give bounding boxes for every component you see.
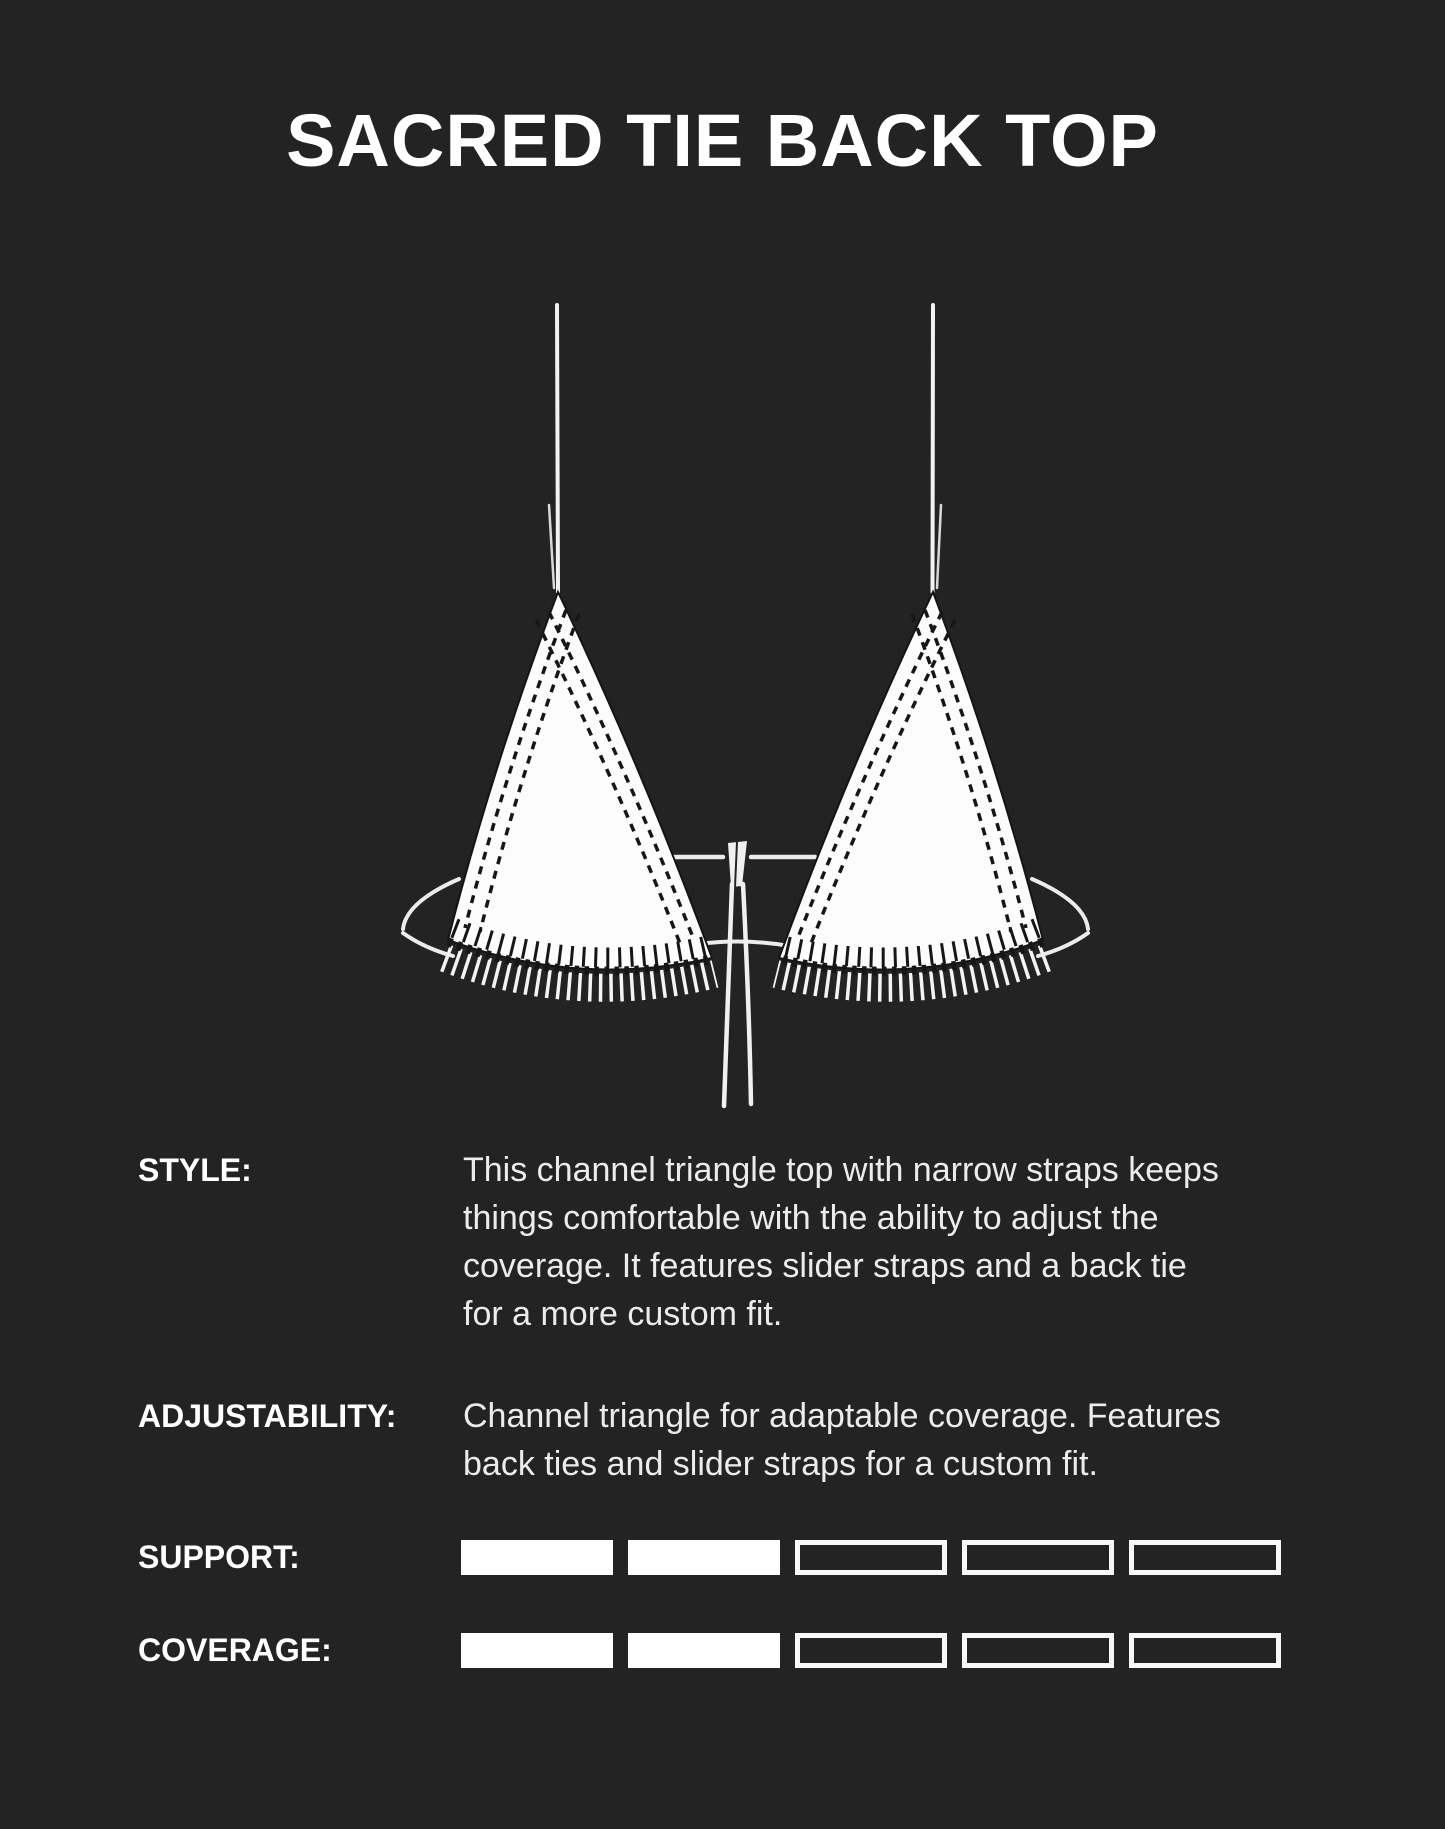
right-cup: [779, 592, 1043, 970]
right-strap-line: [933, 305, 934, 592]
left-cup: [448, 592, 712, 970]
page-title: SACRED TIE BACK TOP: [286, 99, 1159, 182]
rating-bar-filled: [461, 1633, 613, 1668]
adjustability-text: [463, 1392, 1221, 1488]
rating-bar-empty: [962, 1633, 1114, 1668]
text-line: for a more custom fit.: [463, 1295, 783, 1333]
text-line: Channel triangle for adaptable coverage. Features: [463, 1397, 1221, 1435]
left-strap-line: [557, 305, 558, 592]
text-line: back ties and slider straps for a custom fit.: [463, 1445, 1098, 1483]
coverage-rating-bars: [461, 1633, 1281, 1668]
support-rating-bars: [461, 1540, 1281, 1575]
text-line: coverage. It features slider straps and a back tie: [463, 1247, 1187, 1285]
right-band-arc: [1032, 879, 1088, 929]
text-line: things comfortable with the ability to adjust the: [463, 1199, 1159, 1237]
tie-string-right: [743, 884, 751, 1104]
left-band-arc-lower: [403, 933, 453, 956]
rating-bar-filled: [628, 1633, 780, 1668]
coverage-label: COVERAGE:: [138, 1632, 332, 1668]
support-label: SUPPORT:: [138, 1539, 300, 1575]
rating-bar-empty: [795, 1633, 947, 1668]
text-line: This channel triangle top with narrow straps keeps: [463, 1151, 1219, 1189]
rating-bar-empty: [1129, 1540, 1281, 1575]
rating-bar-filled: [461, 1540, 613, 1575]
bikini-top-illustration: [340, 250, 1110, 1130]
tie-string-left: [724, 884, 732, 1106]
style-label: STYLE:: [138, 1152, 252, 1188]
adjustability-label: ADJUSTABILITY:: [138, 1398, 397, 1434]
style-text: [463, 1146, 1219, 1338]
rating-bar-empty: [795, 1540, 947, 1575]
left-band-arc: [403, 879, 459, 929]
rating-bar-filled: [628, 1540, 780, 1575]
rating-bar-empty: [1129, 1633, 1281, 1668]
right-strap-detail-line: [937, 505, 941, 588]
rating-bar-empty: [962, 1540, 1114, 1575]
left-strap-detail-line: [549, 505, 554, 588]
right-band-arc-lower: [1038, 933, 1088, 956]
